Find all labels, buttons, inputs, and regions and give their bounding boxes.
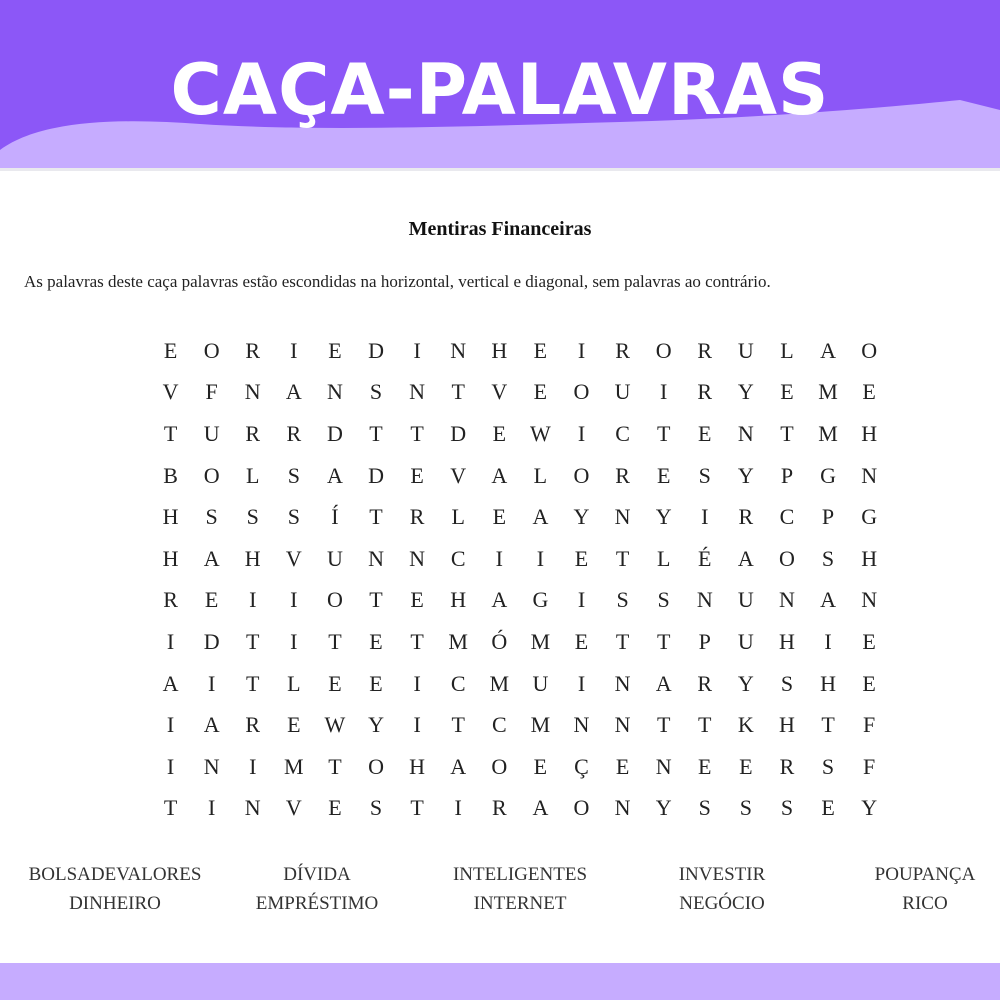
grid-cell[interactable]: T (656, 420, 671, 446)
grid-row (150, 663, 890, 705)
grid-cell[interactable]: E (328, 670, 342, 696)
grid-cell[interactable]: R (738, 504, 754, 530)
grid-cell[interactable]: H (244, 545, 261, 571)
grid-cell[interactable]: E (574, 545, 589, 571)
grid-cell[interactable]: T (163, 420, 178, 446)
grid-cell[interactable]: N (779, 587, 795, 613)
grid-cell[interactable]: N (409, 545, 426, 571)
grid-cell[interactable]: V (285, 545, 302, 571)
grid-cell[interactable]: D (203, 628, 220, 654)
grid-cell[interactable]: N (244, 379, 261, 405)
letter-grid (150, 330, 890, 829)
grid-cell[interactable]: R (697, 670, 713, 696)
grid-cell[interactable]: E (492, 504, 507, 530)
grid-cell[interactable]: E (615, 753, 630, 779)
grid-cell[interactable]: S (739, 795, 752, 821)
grid-cell[interactable]: V (162, 379, 179, 405)
grid-row (150, 496, 890, 538)
grid-cell[interactable]: G (820, 462, 836, 488)
word-item: NEGÓCIO (679, 893, 765, 914)
grid-cell[interactable]: S (369, 379, 383, 405)
grid-cell[interactable]: R (245, 712, 261, 738)
word-list (0, 860, 1000, 930)
grid-cell[interactable]: H (491, 337, 508, 363)
grid-cell[interactable]: I (454, 795, 462, 821)
grid-cell[interactable]: L (533, 462, 548, 488)
grid-cell[interactable]: I (166, 753, 175, 779)
grid-cell[interactable]: Y (737, 670, 754, 696)
word-item: INTELIGENTES (452, 864, 588, 885)
grid-cell[interactable]: S (698, 795, 711, 821)
grid-cell[interactable]: A (450, 753, 467, 779)
grid-cell[interactable]: E (369, 670, 383, 696)
grid-cell[interactable]: N (244, 795, 261, 821)
footer-bar (0, 963, 1000, 1000)
grid-cell[interactable]: N (614, 504, 631, 530)
grid-cell[interactable]: E (656, 462, 671, 488)
grid-cell[interactable]: T (328, 753, 342, 779)
grid-cell[interactable]: I (577, 420, 586, 446)
grid-cell[interactable]: M (818, 379, 838, 405)
grid-cell[interactable]: U (326, 545, 343, 571)
grid-cell[interactable]: Y (655, 795, 672, 821)
grid-cell[interactable]: N (655, 753, 672, 779)
grid-cell[interactable]: A (162, 670, 179, 696)
grid-cell[interactable]: R (615, 462, 630, 488)
grid-cell[interactable]: A (532, 795, 549, 821)
grid-cell[interactable]: T (821, 712, 835, 738)
grid-cell[interactable]: T (246, 670, 260, 696)
grid-cell[interactable]: N (861, 587, 878, 613)
grid-cell[interactable]: A (285, 379, 302, 405)
grid-cell[interactable]: E (574, 628, 589, 654)
grid-cell[interactable]: A (655, 670, 672, 696)
grid-row (150, 330, 890, 372)
grid-cell[interactable]: N (203, 753, 220, 779)
grid-cell[interactable]: Ç (574, 753, 589, 779)
grid-cell[interactable]: U (737, 337, 754, 363)
grid-cell[interactable]: E (698, 420, 712, 446)
word-column (10, 860, 220, 918)
grid-cell[interactable]: T (410, 795, 424, 821)
grid-cell[interactable]: É (698, 545, 712, 571)
grid-cell[interactable]: A (737, 545, 754, 571)
grid-cell[interactable]: I (290, 628, 298, 654)
grid-cell[interactable]: N (614, 712, 631, 738)
grid-cell[interactable]: G (532, 587, 549, 613)
grid-cell[interactable]: U (614, 379, 631, 405)
grid-cell[interactable]: U (203, 420, 220, 446)
grid-row (150, 455, 890, 497)
grid-cell[interactable]: Í (331, 504, 339, 530)
grid-cell[interactable]: E (163, 337, 178, 363)
word-item: DINHEIRO (69, 893, 161, 914)
grid-cell[interactable]: I (290, 587, 298, 613)
grid-cell[interactable]: V (491, 379, 508, 405)
header-banner (0, 0, 1000, 170)
grid-cell[interactable]: M (818, 420, 838, 446)
grid-cell[interactable]: O (573, 379, 590, 405)
grid-cell[interactable]: O (779, 545, 795, 571)
grid-cell[interactable]: S (205, 504, 218, 530)
grid-cell[interactable]: E (410, 587, 424, 613)
grid-cell[interactable]: E (369, 628, 383, 654)
grid-cell[interactable]: I (166, 712, 175, 738)
grid-cell[interactable]: M (448, 628, 468, 654)
grid-cell[interactable]: A (820, 587, 836, 613)
grid-cell[interactable]: I (701, 504, 709, 530)
grid-cell[interactable]: Y (573, 504, 590, 530)
grid-cell[interactable]: I (660, 379, 668, 405)
grid-cell[interactable]: S (246, 504, 259, 530)
grid-cell[interactable]: N (573, 712, 590, 738)
grid-cell[interactable]: T (615, 545, 630, 571)
grid-cell[interactable]: C (450, 670, 466, 696)
grid-row (150, 538, 890, 580)
grid-cell[interactable]: N (696, 587, 713, 613)
grid-cell[interactable]: S (698, 462, 711, 488)
word-item: EMPRÉSTIMO (255, 893, 379, 914)
grid-cell[interactable]: S (821, 753, 835, 779)
grid-cell[interactable]: D (450, 420, 467, 446)
word-column (617, 860, 827, 918)
grid-cell[interactable]: S (287, 462, 300, 488)
grid-cell[interactable]: N (326, 379, 343, 405)
grid-cell[interactable]: L (287, 670, 301, 696)
grid-cell[interactable]: R (245, 420, 261, 446)
grid-cell[interactable]: N (861, 462, 878, 488)
grid-cell[interactable]: O (203, 337, 220, 363)
grid-cell[interactable]: H (162, 545, 179, 571)
grid-cell[interactable]: R (245, 337, 261, 363)
grid-cell[interactable]: Y (737, 379, 754, 405)
grid-cell[interactable]: H (779, 712, 795, 738)
grid-cell[interactable]: S (287, 504, 300, 530)
grid-row (150, 746, 890, 788)
grid-cell[interactable]: F (205, 379, 218, 405)
grid-cell[interactable]: I (536, 545, 545, 571)
grid-cell[interactable]: N (368, 545, 384, 571)
grid-cell[interactable]: T (410, 420, 424, 446)
grid-cell[interactable]: I (495, 545, 503, 571)
grid-cell[interactable]: E (533, 379, 548, 405)
grid-cell[interactable]: H (861, 545, 878, 571)
grid-cell[interactable]: P (698, 628, 711, 654)
grid-cell[interactable]: I (413, 670, 421, 696)
grid-cell[interactable]: D (368, 462, 384, 488)
grid-cell[interactable]: Y (861, 795, 878, 821)
grid-cell[interactable]: M (489, 670, 510, 696)
word-column (820, 860, 1000, 918)
grid-cell[interactable]: A (491, 587, 508, 613)
grid-cell[interactable]: F (863, 753, 876, 779)
grid-cell[interactable]: Y (737, 462, 754, 488)
grid-cell[interactable]: I (249, 753, 257, 779)
grid-cell[interactable]: U (532, 670, 549, 696)
grid-cell[interactable]: H (820, 670, 836, 696)
grid-cell[interactable]: O (573, 462, 590, 488)
grid-cell[interactable]: N (737, 420, 754, 446)
grid-cell[interactable]: I (166, 628, 175, 654)
grid-row (150, 580, 890, 622)
grid-cell[interactable]: T (780, 420, 794, 446)
puzzle-title: Mentiras Financeiras (408, 218, 592, 240)
grid-row (150, 621, 890, 663)
grid-cell[interactable]: A (820, 337, 836, 363)
grid-cell[interactable]: E (739, 753, 753, 779)
grid-cell[interactable]: E (328, 337, 342, 363)
divider (0, 168, 1000, 171)
grid-cell[interactable]: C (615, 420, 630, 446)
grid-cell[interactable]: M (284, 753, 304, 779)
grid-cell[interactable]: E (410, 462, 424, 488)
grid-cell[interactable]: H (162, 504, 179, 530)
grid-cell[interactable]: R (286, 420, 302, 446)
grid-cell[interactable]: Y (655, 504, 672, 530)
grid-cell[interactable]: O (861, 337, 878, 363)
grid-cell[interactable]: E (287, 712, 301, 738)
word-item: POUPANÇA (874, 864, 976, 885)
grid-cell[interactable]: T (615, 628, 630, 654)
grid-cell[interactable]: F (863, 712, 876, 738)
grid-cell[interactable]: I (577, 670, 586, 696)
grid-cell[interactable]: A (203, 545, 220, 571)
grid-cell[interactable]: R (697, 337, 713, 363)
grid-cell[interactable]: I (577, 337, 586, 363)
grid-cell[interactable]: C (491, 712, 507, 738)
grid-cell[interactable]: W (324, 712, 346, 738)
grid-cell[interactable]: L (656, 545, 671, 571)
grid-row (150, 413, 890, 455)
grid-cell[interactable]: N (450, 337, 467, 363)
grid-cell[interactable]: T (451, 712, 465, 738)
grid-cell[interactable]: G (861, 504, 878, 530)
word-item: INTERNET (473, 893, 567, 914)
grid-cell[interactable]: T (246, 628, 260, 654)
grid-cell[interactable]: S (616, 587, 629, 613)
grid-cell[interactable]: E (821, 795, 835, 821)
grid-cell[interactable]: N (614, 670, 631, 696)
grid-cell[interactable]: E (862, 628, 876, 654)
grid-cell[interactable]: I (249, 587, 257, 613)
word-column (415, 860, 625, 918)
grid-cell[interactable]: M (530, 712, 551, 738)
grid-cell[interactable]: T (369, 504, 383, 530)
grid-cell[interactable]: L (780, 337, 794, 363)
grid-cell[interactable]: T (328, 628, 342, 654)
grid-cell[interactable]: R (409, 504, 425, 530)
grid-cell[interactable]: O (203, 462, 220, 488)
grid-cell[interactable]: D (326, 420, 343, 446)
grid-cell[interactable]: S (369, 795, 383, 821)
grid-cell[interactable]: A (203, 712, 220, 738)
grid-cell[interactable]: H (861, 420, 878, 446)
grid-cell[interactable]: R (491, 795, 507, 821)
grid-cell[interactable]: A (491, 462, 508, 488)
grid-cell[interactable]: T (656, 628, 671, 654)
grid-cell[interactable]: E (492, 420, 507, 446)
grid-cell[interactable]: S (780, 795, 794, 821)
grid-cell[interactable]: A (326, 462, 343, 488)
word-item: INVESTIR (678, 864, 766, 885)
grid-cell[interactable]: A (532, 504, 549, 530)
grid-cell[interactable]: H (409, 753, 426, 779)
word-column (212, 860, 422, 918)
grid-cell[interactable]: C (450, 545, 466, 571)
grid-cell[interactable]: W (530, 420, 551, 446)
word-item: RICO (902, 893, 948, 914)
grid-cell[interactable]: K (737, 712, 754, 738)
grid-cell[interactable]: E (862, 379, 876, 405)
grid-cell[interactable]: T (410, 628, 424, 654)
grid-cell[interactable]: E (204, 587, 219, 613)
grid-cell[interactable]: M (530, 628, 551, 654)
grid-cell[interactable]: T (451, 379, 465, 405)
grid-cell[interactable]: P (780, 462, 794, 488)
grid-row (150, 788, 890, 830)
grid-cell[interactable]: T (656, 712, 671, 738)
grid-cell[interactable]: N (614, 795, 631, 821)
grid-cell[interactable]: E (780, 379, 794, 405)
grid-cell[interactable]: I (577, 587, 586, 613)
grid-cell[interactable]: S (657, 587, 670, 613)
grid-row (150, 372, 890, 414)
grid-cell[interactable]: L (451, 504, 465, 530)
grid-cell[interactable]: I (207, 795, 216, 821)
grid-cell[interactable]: L (246, 462, 260, 488)
grid-cell[interactable]: E (533, 753, 548, 779)
grid-cell[interactable]: I (207, 670, 216, 696)
grid-cell[interactable]: E (698, 753, 712, 779)
grid-row (150, 704, 890, 746)
grid-cell[interactable]: H (450, 587, 467, 613)
grid-cell[interactable]: O (655, 337, 672, 363)
grid-cell[interactable]: O (573, 795, 590, 821)
grid-cell[interactable]: H (779, 628, 795, 654)
word-item: DÍVIDA (283, 864, 351, 885)
grid-cell[interactable]: S (821, 545, 835, 571)
grid-cell[interactable]: U (737, 628, 754, 654)
grid-cell[interactable]: Y (368, 712, 384, 738)
page-title: CAÇA-PALAVRAS (170, 49, 830, 131)
grid-cell[interactable]: R (615, 337, 630, 363)
grid-cell[interactable]: D (368, 337, 384, 363)
grid-cell[interactable]: S (780, 670, 794, 696)
grid-cell[interactable]: O (326, 587, 343, 613)
grid-cell[interactable]: C (779, 504, 795, 530)
grid-cell[interactable]: T (369, 587, 383, 613)
grid-cell[interactable]: R (779, 753, 795, 779)
grid-cell[interactable]: T (698, 712, 712, 738)
grid-cell[interactable]: Ó (491, 628, 508, 654)
instructions-text: As palavras deste caça palavras estão escondidas na horizontal, vertical e diagonal, sem palavras ao contrário. (24, 272, 771, 291)
grid-cell[interactable]: R (697, 379, 713, 405)
grid-cell[interactable]: P (821, 504, 835, 530)
grid-cell[interactable]: V (285, 795, 302, 821)
grid-cell[interactable]: I (413, 337, 421, 363)
word-item: BOLSADEVALORES (28, 864, 202, 885)
grid-cell[interactable]: V (450, 462, 467, 488)
grid-cell[interactable]: E (533, 337, 548, 363)
grid-cell[interactable]: N (409, 379, 426, 405)
grid-cell[interactable]: E (862, 670, 876, 696)
grid-cell[interactable]: T (369, 420, 383, 446)
grid-cell[interactable]: I (290, 337, 298, 363)
grid-cell[interactable]: B (163, 462, 178, 488)
grid-cell[interactable]: E (328, 795, 342, 821)
grid-cell[interactable]: U (737, 587, 754, 613)
grid-cell[interactable]: R (163, 587, 178, 613)
grid-cell[interactable]: O (491, 753, 508, 779)
grid-cell[interactable]: O (368, 753, 384, 779)
grid-cell[interactable]: I (413, 712, 421, 738)
grid-cell[interactable]: I (824, 628, 832, 654)
grid-cell[interactable]: T (163, 795, 178, 821)
